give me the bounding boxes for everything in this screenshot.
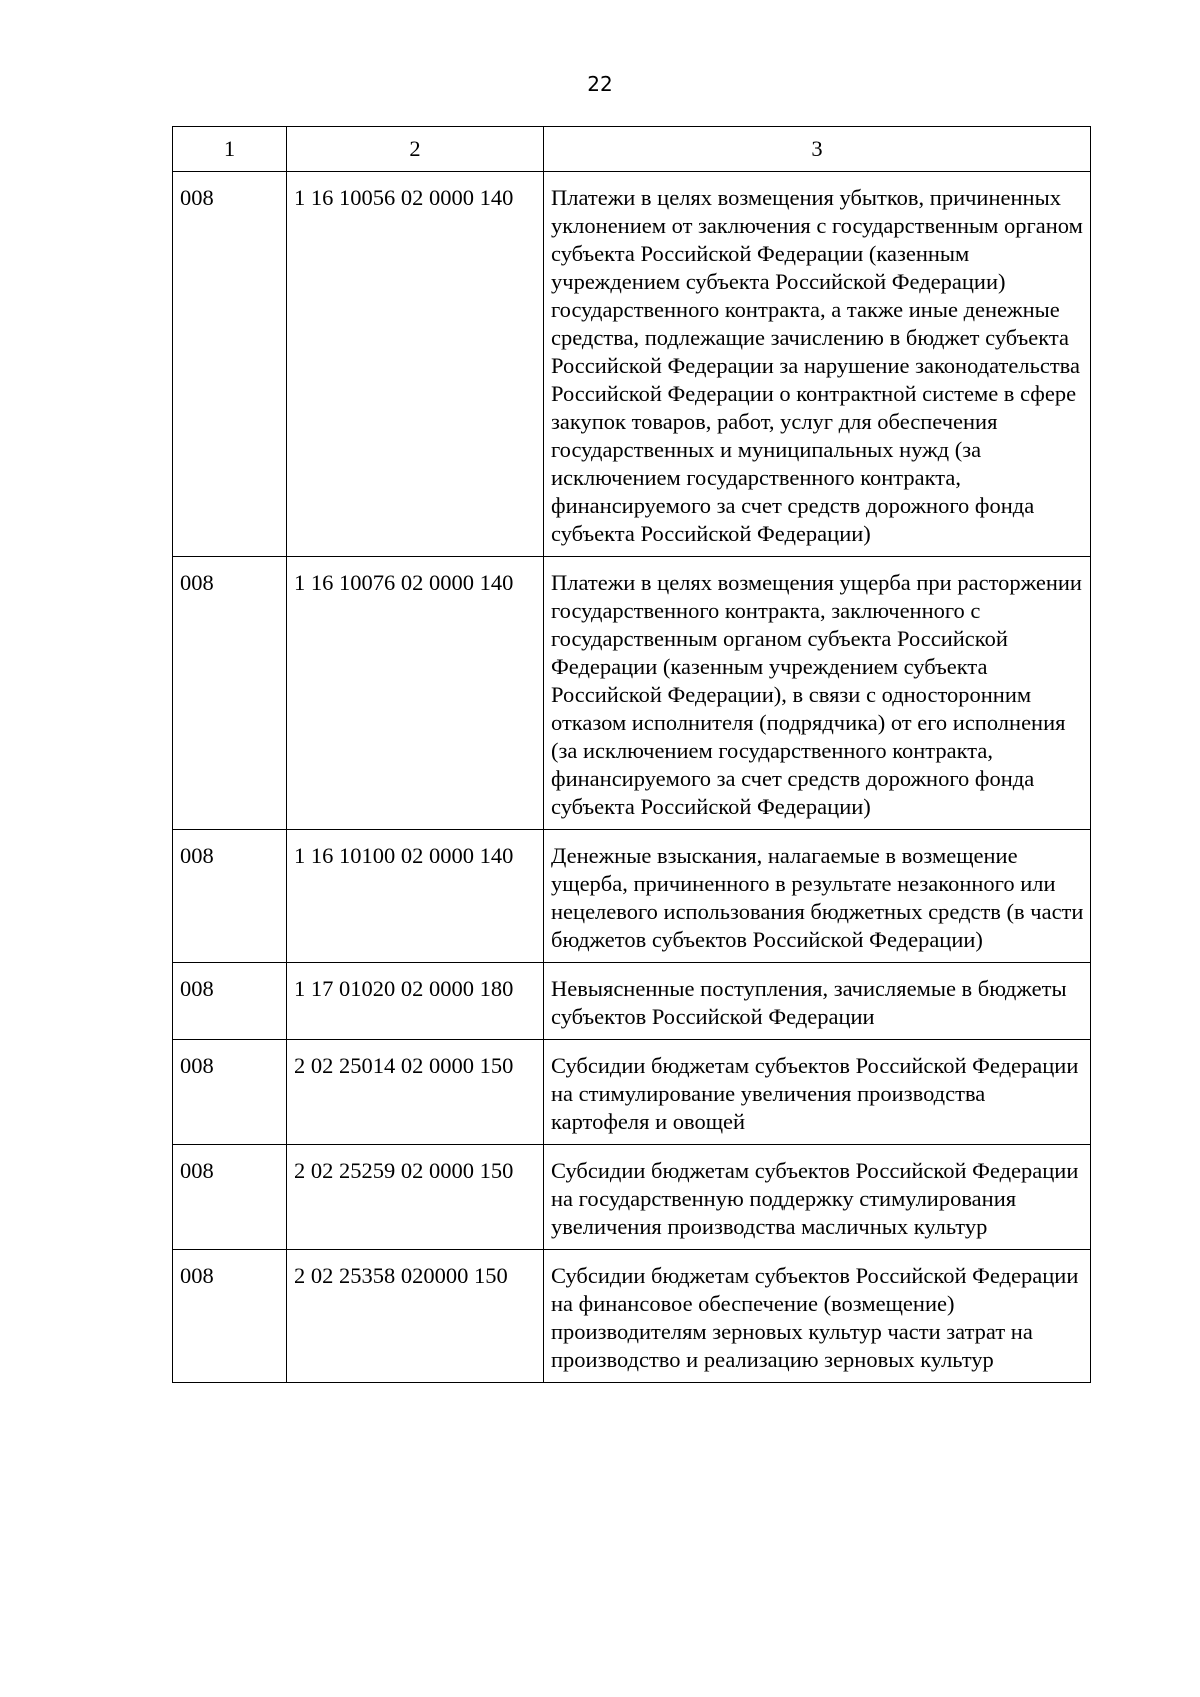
admin-code-cell: 008 [173, 172, 287, 557]
description-cell: Невыясненные поступления, зачисляемые в бюджеты субъектов Российской Федерации [544, 963, 1091, 1040]
table-row [173, 1145, 1091, 1250]
page-number: 22 [587, 72, 613, 96]
admin-code-cell: 008 [173, 557, 287, 830]
income-codes-table [172, 126, 1091, 1383]
admin-code-cell: 008 [173, 1040, 287, 1145]
table-row [173, 830, 1091, 963]
description-cell: Субсидии бюджетам субъектов Российской Федерации на финансовое обеспечение (возмещение) производителям зерновых культур части затрат на производство и реализацию зерновых культур [544, 1250, 1091, 1383]
table-row [173, 172, 1091, 557]
admin-code-cell: 008 [173, 830, 287, 963]
income-code-cell: 1 16 10056 02 0000 140 [287, 172, 544, 557]
description-cell: Платежи в целях возмещения убытков, причиненных уклонением от заключения с государственным органом субъекта Российской Федерации (казенным учреждением субъекта Российской Федерации) государственного контракта, а также иные денежные средства, подлежащие зачислению в бюджет субъекта Российской Федерации за нарушение законодательства Российской Федерации о контрактной системе в сфере закупок товаров, работ, услуг для обеспечения государственных и муниципальных нужд (за исключением государственного контракта, финансируемого за счет средств дорожного фонда субъекта Российской Федерации) [544, 172, 1091, 557]
description-cell: Субсидии бюджетам субъектов Российской Федерации на государственную поддержку стимулирования увеличения производства масличных культур [544, 1145, 1091, 1250]
description-cell: Денежные взыскания, налагаемые в возмещение ущерба, причиненного в результате незаконного или нецелевого использования бюджетных средств (в части бюджетов субъектов Российской Федерации) [544, 830, 1091, 963]
table-row [173, 557, 1091, 830]
income-code-cell: 2 02 25358 020000 150 [287, 1250, 544, 1383]
income-code-cell: 2 02 25259 02 0000 150 [287, 1145, 544, 1250]
admin-code-cell: 008 [173, 963, 287, 1040]
table-row [173, 1040, 1091, 1145]
table-row [173, 963, 1091, 1040]
income-code-cell: 1 17 01020 02 0000 180 [287, 963, 544, 1040]
income-code-cell: 2 02 25014 02 0000 150 [287, 1040, 544, 1145]
column-header-1: 1 [173, 127, 287, 172]
column-header-2: 2 [287, 127, 544, 172]
income-code-cell: 1 16 10076 02 0000 140 [287, 557, 544, 830]
income-code-cell: 1 16 10100 02 0000 140 [287, 830, 544, 963]
description-cell: Субсидии бюджетам субъектов Российской Федерации на стимулирование увеличения производства картофеля и овощей [544, 1040, 1091, 1145]
column-header-3: 3 [544, 127, 1091, 172]
table-header-row [173, 127, 1091, 172]
description-cell: Платежи в целях возмещения ущерба при расторжении государственного контракта, заключенного с государственным органом субъекта Российской Федерации (казенным учреждением субъекта Российской Федерации), в связи с односторонним отказом исполнителя (подрядчика) от его исполнения (за исключением государственного контракта, финансируемого за счет средств дорожного фонда субъекта Российской Федерации) [544, 557, 1091, 830]
table-row [173, 1250, 1091, 1383]
admin-code-cell: 008 [173, 1145, 287, 1250]
admin-code-cell: 008 [173, 1250, 287, 1383]
